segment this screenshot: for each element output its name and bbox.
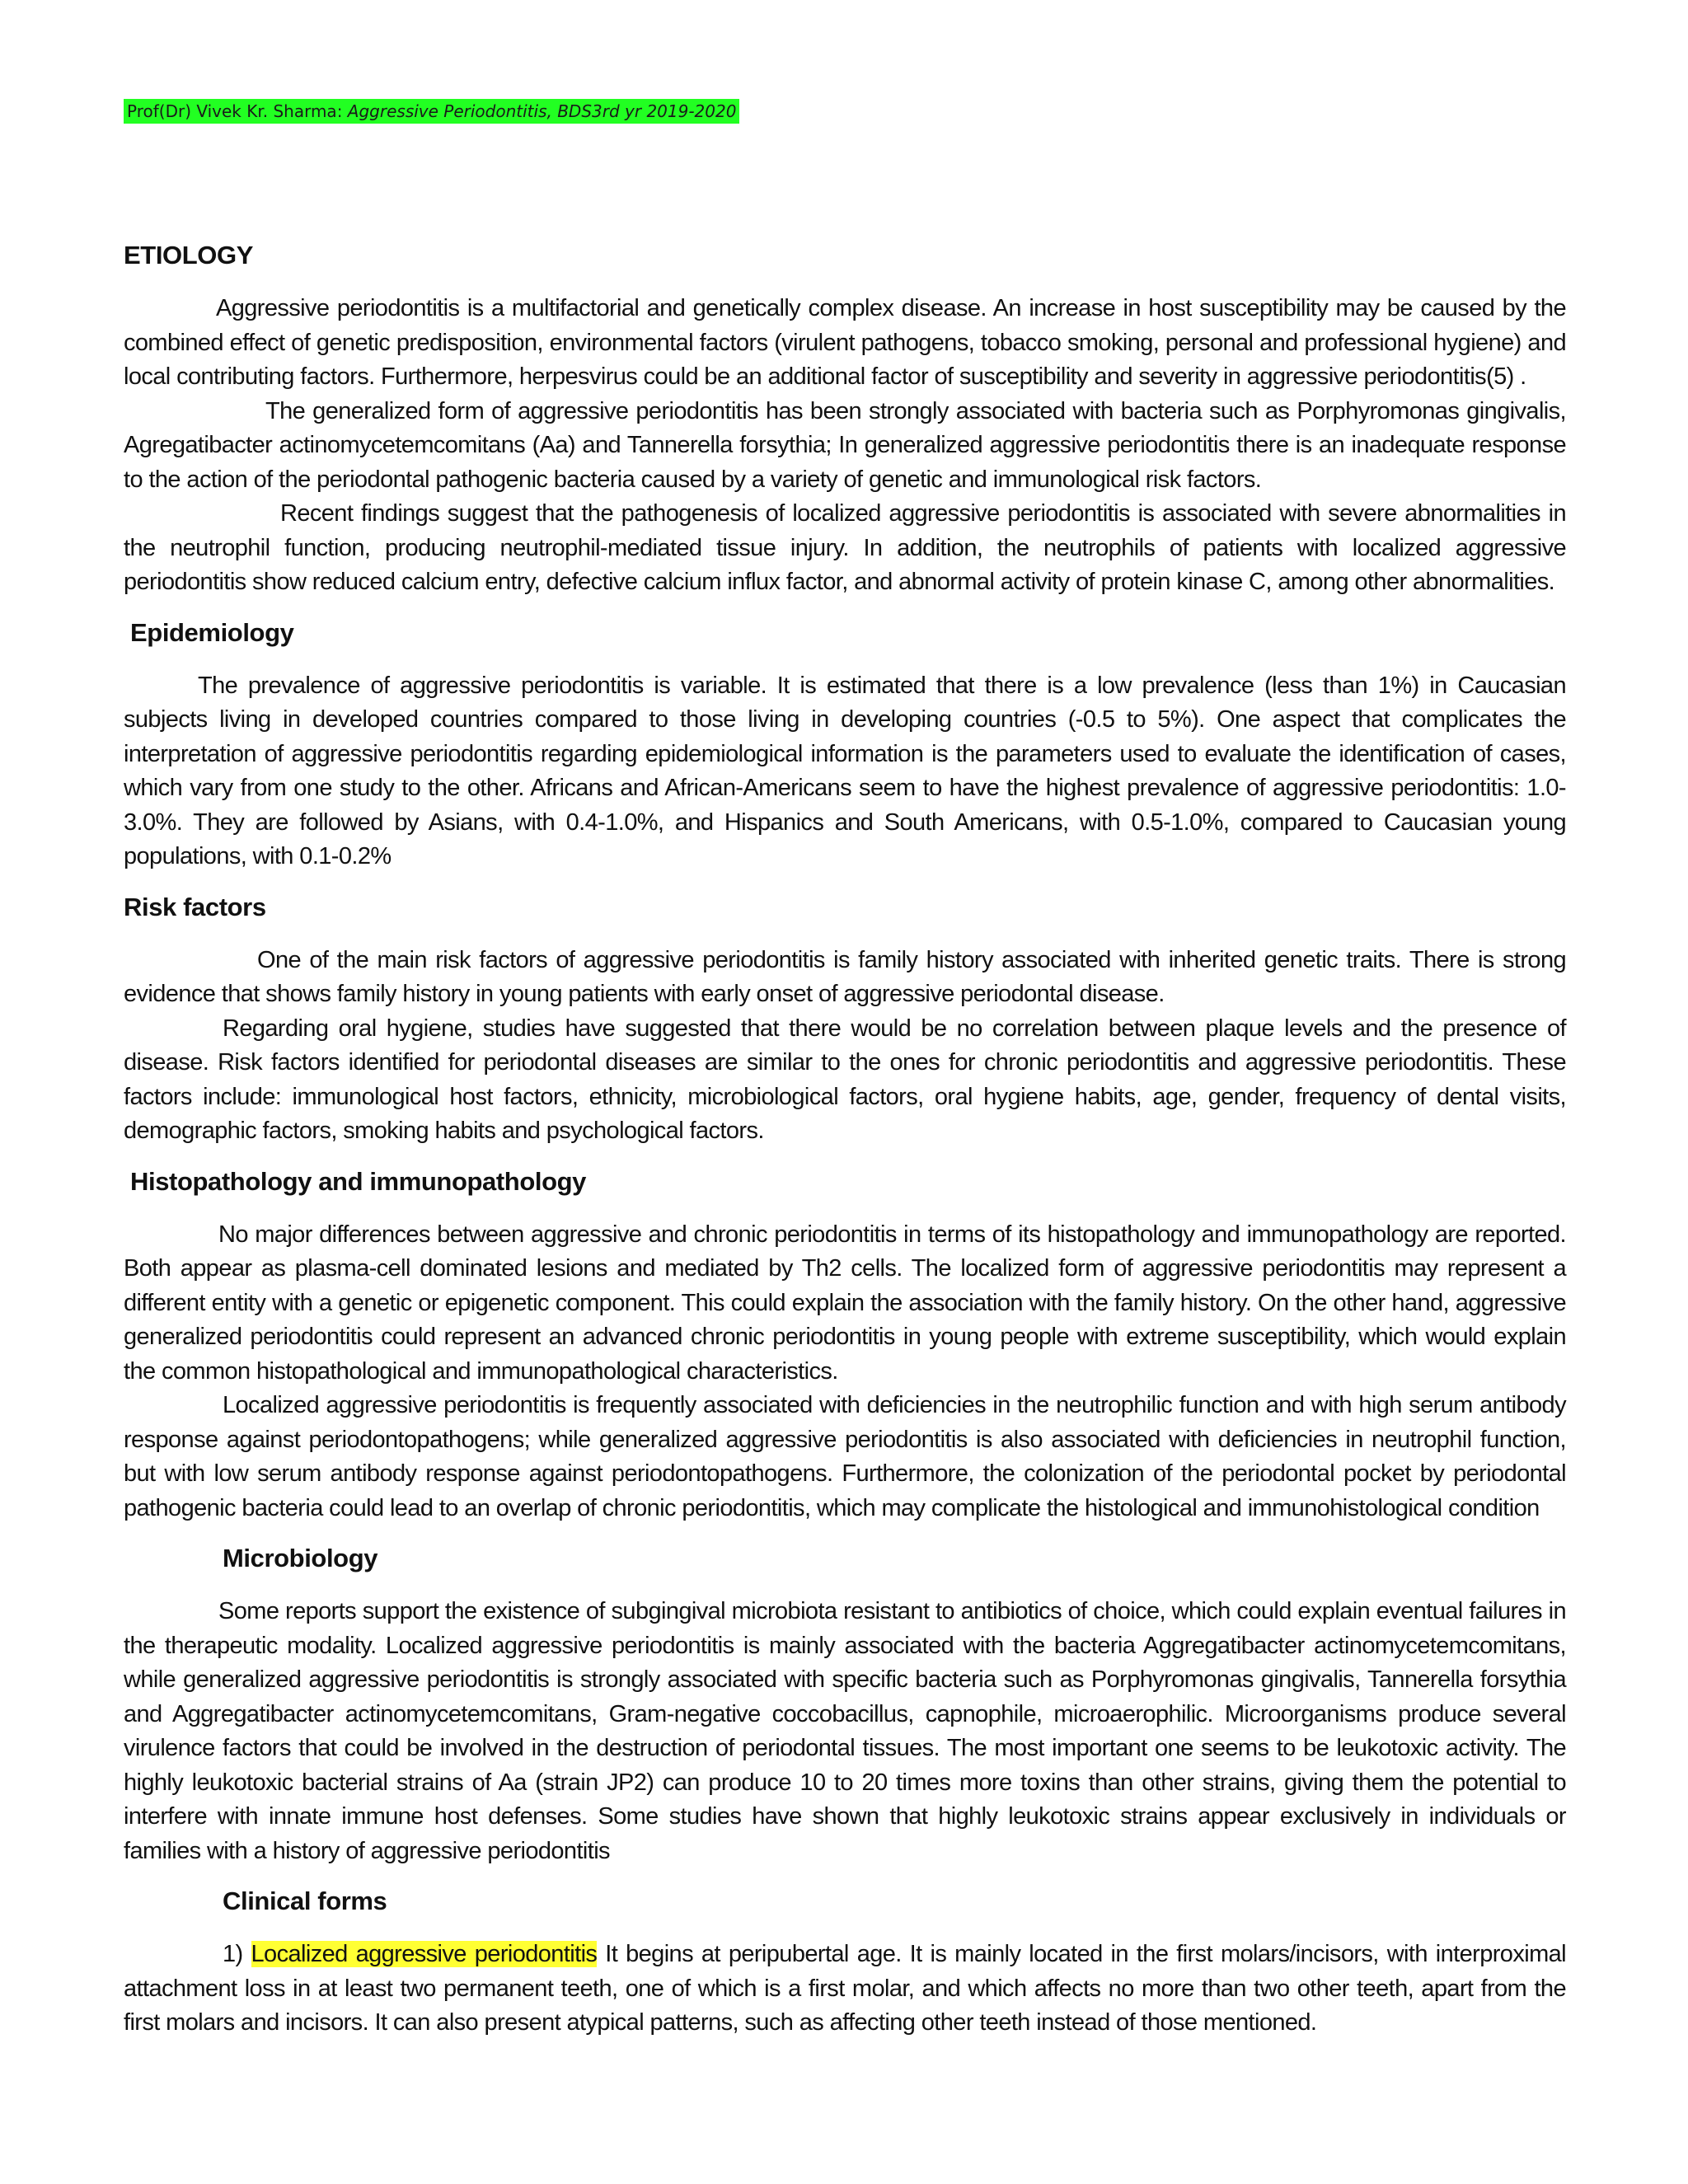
header-course: Aggressive Periodontitis, BDS3rd yr 2019-2020 bbox=[347, 101, 737, 121]
risk-factors-paragraph-2: Regarding oral hygiene, studies have suggested that there would be no correlation between plaque levels and the presence of disease. Risk factors identified for periodontal diseases are similar to the ones for chronic periodontitis and aggressive periodontitis. These factors include: immunological host factors, ethnicity, microbiological factors, oral hygiene habits, age, gender, frequency of dental visits, demographic factors, smoking habits and psychological factors. bbox=[124, 1015, 1566, 1144]
microbiology-heading: Microbiology bbox=[223, 1544, 378, 1572]
epidemiology-heading: Epidemiology bbox=[130, 617, 294, 647]
etiology-paragraph-1: Aggressive periodontitis is a multifactorial and genetically complex disease. An increase in host susceptibility may be caused by the combined effect of genetic predisposition, environmental factors (virulent pathogens, tobacco smoking, personal and professional hygiene) and local contributing factors. Furthermore, herpesvirus could be an additional factor of susceptibility and severity in aggressive periodontitis(5) . bbox=[124, 295, 1566, 390]
etiology-paragraph-3: Recent findings suggest that the pathogenesis of localized aggressive periodontitis is associated with severe abnormalities in the neutrophil function, producing neutrophil-mediated tissue injury. In addition, the neutrophils of patients with localized aggressive periodontitis show reduced calcium entry, defective calcium influx factor, and abnormal activity of protein kinase C, among other abnormalities. bbox=[124, 500, 1566, 595]
clinical-form-item-1 bbox=[124, 1938, 1566, 2041]
etiology-paragraph-2: The generalized form of aggressive periodontitis has been strongly associated with bacteria such as Porphyromonas gingivalis, Agregatibacter actinomycetemcomitans (Aa) and Tannerella forsythia; In generalized aggressive periodontitis there is an inadequate response to the action of the periodontal pathogenic bacteria caused by a variety of genetic and immunological risk factors. bbox=[124, 397, 1566, 493]
highlighted-term: Localized aggressive periodontitis bbox=[251, 1941, 598, 1967]
risk-factors-paragraph-1: One of the main risk factors of aggressive periodontitis is family history associated with inherited genetic traits. There is strong evidence that shows family history in young patients with early onset of aggressive periodontal disease. bbox=[124, 946, 1566, 1007]
header-author: Prof(Dr) Vivek Kr. Sharma: bbox=[127, 101, 343, 121]
epidemiology-paragraph: The prevalence of aggressive periodontitis is variable. It is estimated that there is a low prevalence (less than 1%) in Caucasian subjects living in developed countries compared to those living in developing countries (-0.5 to 5%). One aspect that complicates the interpretation of aggressive periodontitis regarding epidemiological information is the parameters used to evaluate the identification of cases, which vary from one study to the other. Africans and African-Americans seem to have the highest prevalence of aggressive periodontitis: 1.0-3.0%. They are followed by Asians, with 0.4-1.0%, and Hispanics and South Americans, with 0.5-1.0%, compared to Caucasian young populations, with 0.1-0.2% bbox=[124, 672, 1566, 869]
document-body bbox=[124, 237, 1566, 2041]
risk-factors-heading: Risk factors bbox=[124, 892, 266, 921]
running-header bbox=[124, 99, 739, 124]
item-description: It begins at peripubertal age. It is mainly located in the first molars/incisors, with interproximal attachment loss in at least two permanent teeth, one of which is a first molar, and which affects no more than two other teeth, apart from the first molars and incisors. It can also present atypical patterns, such as affecting other teeth instead of those mentioned. bbox=[124, 1941, 1566, 2036]
histopathology-paragraph-1: No major differences between aggressive and chronic periodontitis in terms of its histopathology and immunopathology are reported. Both appear as plasma-cell dominated lesions and mediated by Th2 cells. The localized form of aggressive periodontitis may represent a different entity with a genetic or epigenetic component. This could explain the association with the family history. On the other hand, aggressive generalized periodontitis could represent an advanced chronic periodontitis in young people with extreme susceptibility, which would explain the common histopathological and immunopathological characteristics. bbox=[124, 1221, 1566, 1385]
histopathology-heading: Histopathology and immunopathology bbox=[130, 1166, 586, 1196]
item-number: 1) bbox=[223, 1941, 243, 1967]
histopathology-paragraph-2: Localized aggressive periodontitis is frequently associated with deficiencies in the neutrophilic function and with high serum antibody response against periodontopathogens; while generalized aggressive periodontitis is also associated with deficiencies in neutrophil function, but with low serum antibody response against periodontopathogens. Furthermore, the colonization of the periodontal pocket by periodontal pathogenic bacteria could lead to an overlap of chronic periodontitis, which may complicate the histological and immunohistological condition bbox=[124, 1392, 1566, 1521]
etiology-heading: ETIOLOGY bbox=[124, 241, 253, 269]
clinical-forms-heading: Clinical forms bbox=[223, 1886, 387, 1915]
microbiology-paragraph: Some reports support the existence of subgingival microbiota resistant to antibiotics of choice, which could explain eventual failures in the therapeutic modality. Localized aggressive periodontitis is mainly associated with the bacteria Aggregatibacter actinomycetemcomitans, while generalized aggressive periodontitis is strongly associated with specific bacteria such as Porphyromonas gingivalis, Tannerella forsythia and Aggregatibacter actinomycetemcomitans, Gram-negative coccobacillus, capnophile, microaerophilic. Microorganisms produce several virulence factors that could be involved in the destruction of periodontal tissues. The most important one seems to be leukotoxic activity. The highly leukotoxic bacterial strains of Aa (strain JP2) can produce 10 to 20 times more toxins than other strains, giving them the potential to interfere with innate immune host defenses. Some studies have shown that highly leukotoxic strains appear exclusively in individuals or families with a history of aggressive periodontitis bbox=[124, 1598, 1566, 1864]
